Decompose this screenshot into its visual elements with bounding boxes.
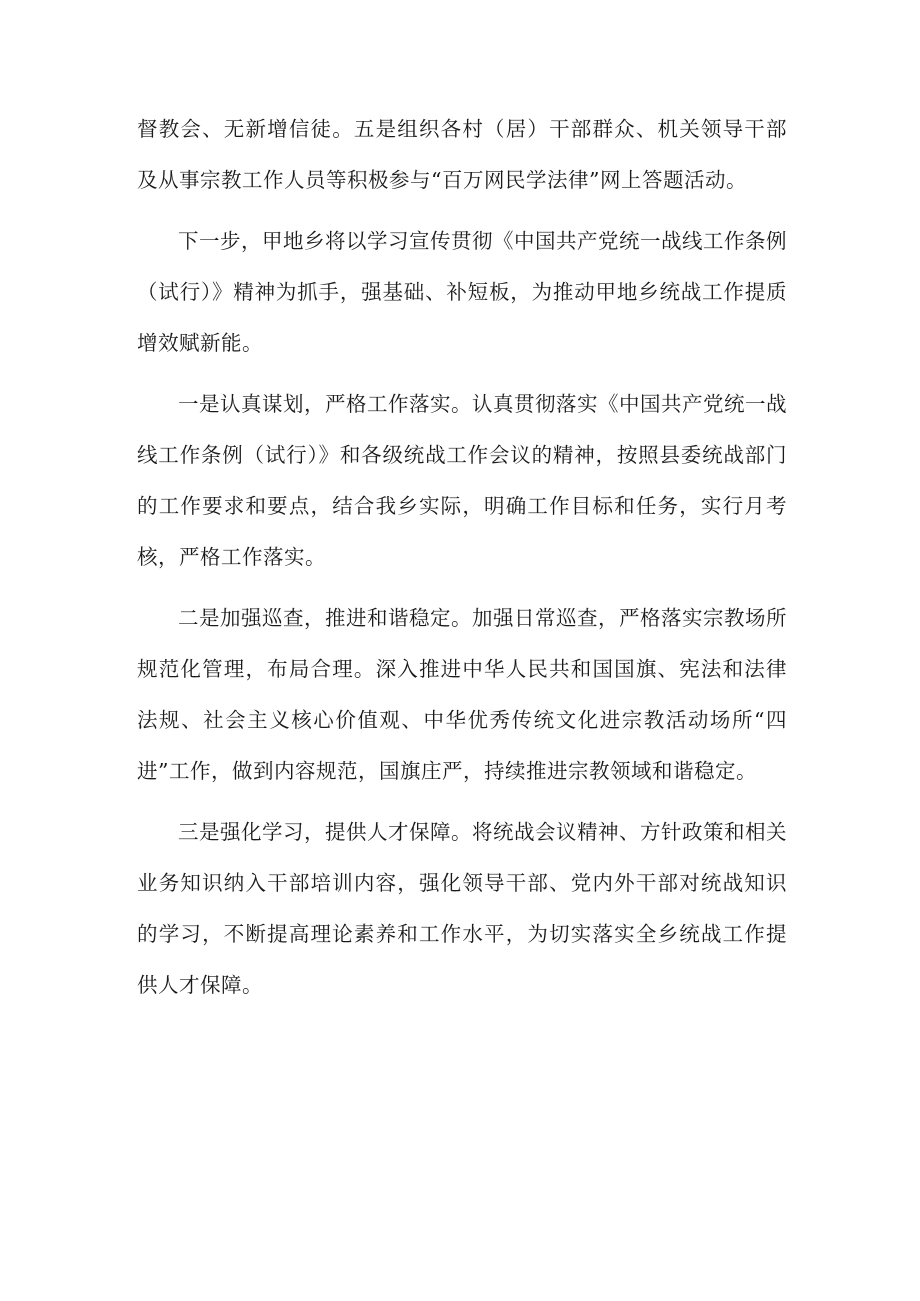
paragraph-item-two: 二是加强巡查，推进和谐稳定。加强日常巡查，严格落实宗教场所规范化管理，布局合理。深入推进中华人民共和国国旗、宪法和法律法规、社会主义核心价值观、中华优秀传统文化进宗教活动场所“四进”工作，做到内容规范，国旗庄严，持续推进宗教领域和谐稳定。 <box>137 606 787 783</box>
document-page <box>137 104 787 1021</box>
paragraph-item-one: 一是认真谋划，严格工作落实。认真贯彻落实《中国共产党统一战线工作条例（试行）》和各级统战工作会议的精神，按照县委统战部门的工作要求和要点，结合我乡实际，明确工作目标和任务，实行月考核，严格工作落实。 <box>137 392 787 569</box>
paragraph-continuation: 督教会、无新增信徒。五是组织各村（居）干部群众、机关领导干部及从事宗教工作人员等积极参与“百万网民学法律”网上答题活动。 <box>137 117 787 192</box>
paragraph-next-steps: 下一步，甲地乡将以学习宣传贯彻《中国共产党统一战线工作条例（试行）》精神为抓手，强基础、补短板，为推动甲地乡统战工作提质增效赋新能。 <box>137 229 787 355</box>
paragraph-item-three: 三是强化学习，提供人才保障。将统战会议精神、方针政策和相关业务知识纳入干部培训内容，强化领导干部、党内外干部对统战知识的学习，不断提高理论素养和工作水平，为切实落实全乡统战工作提供人才保障。 <box>137 820 787 997</box>
